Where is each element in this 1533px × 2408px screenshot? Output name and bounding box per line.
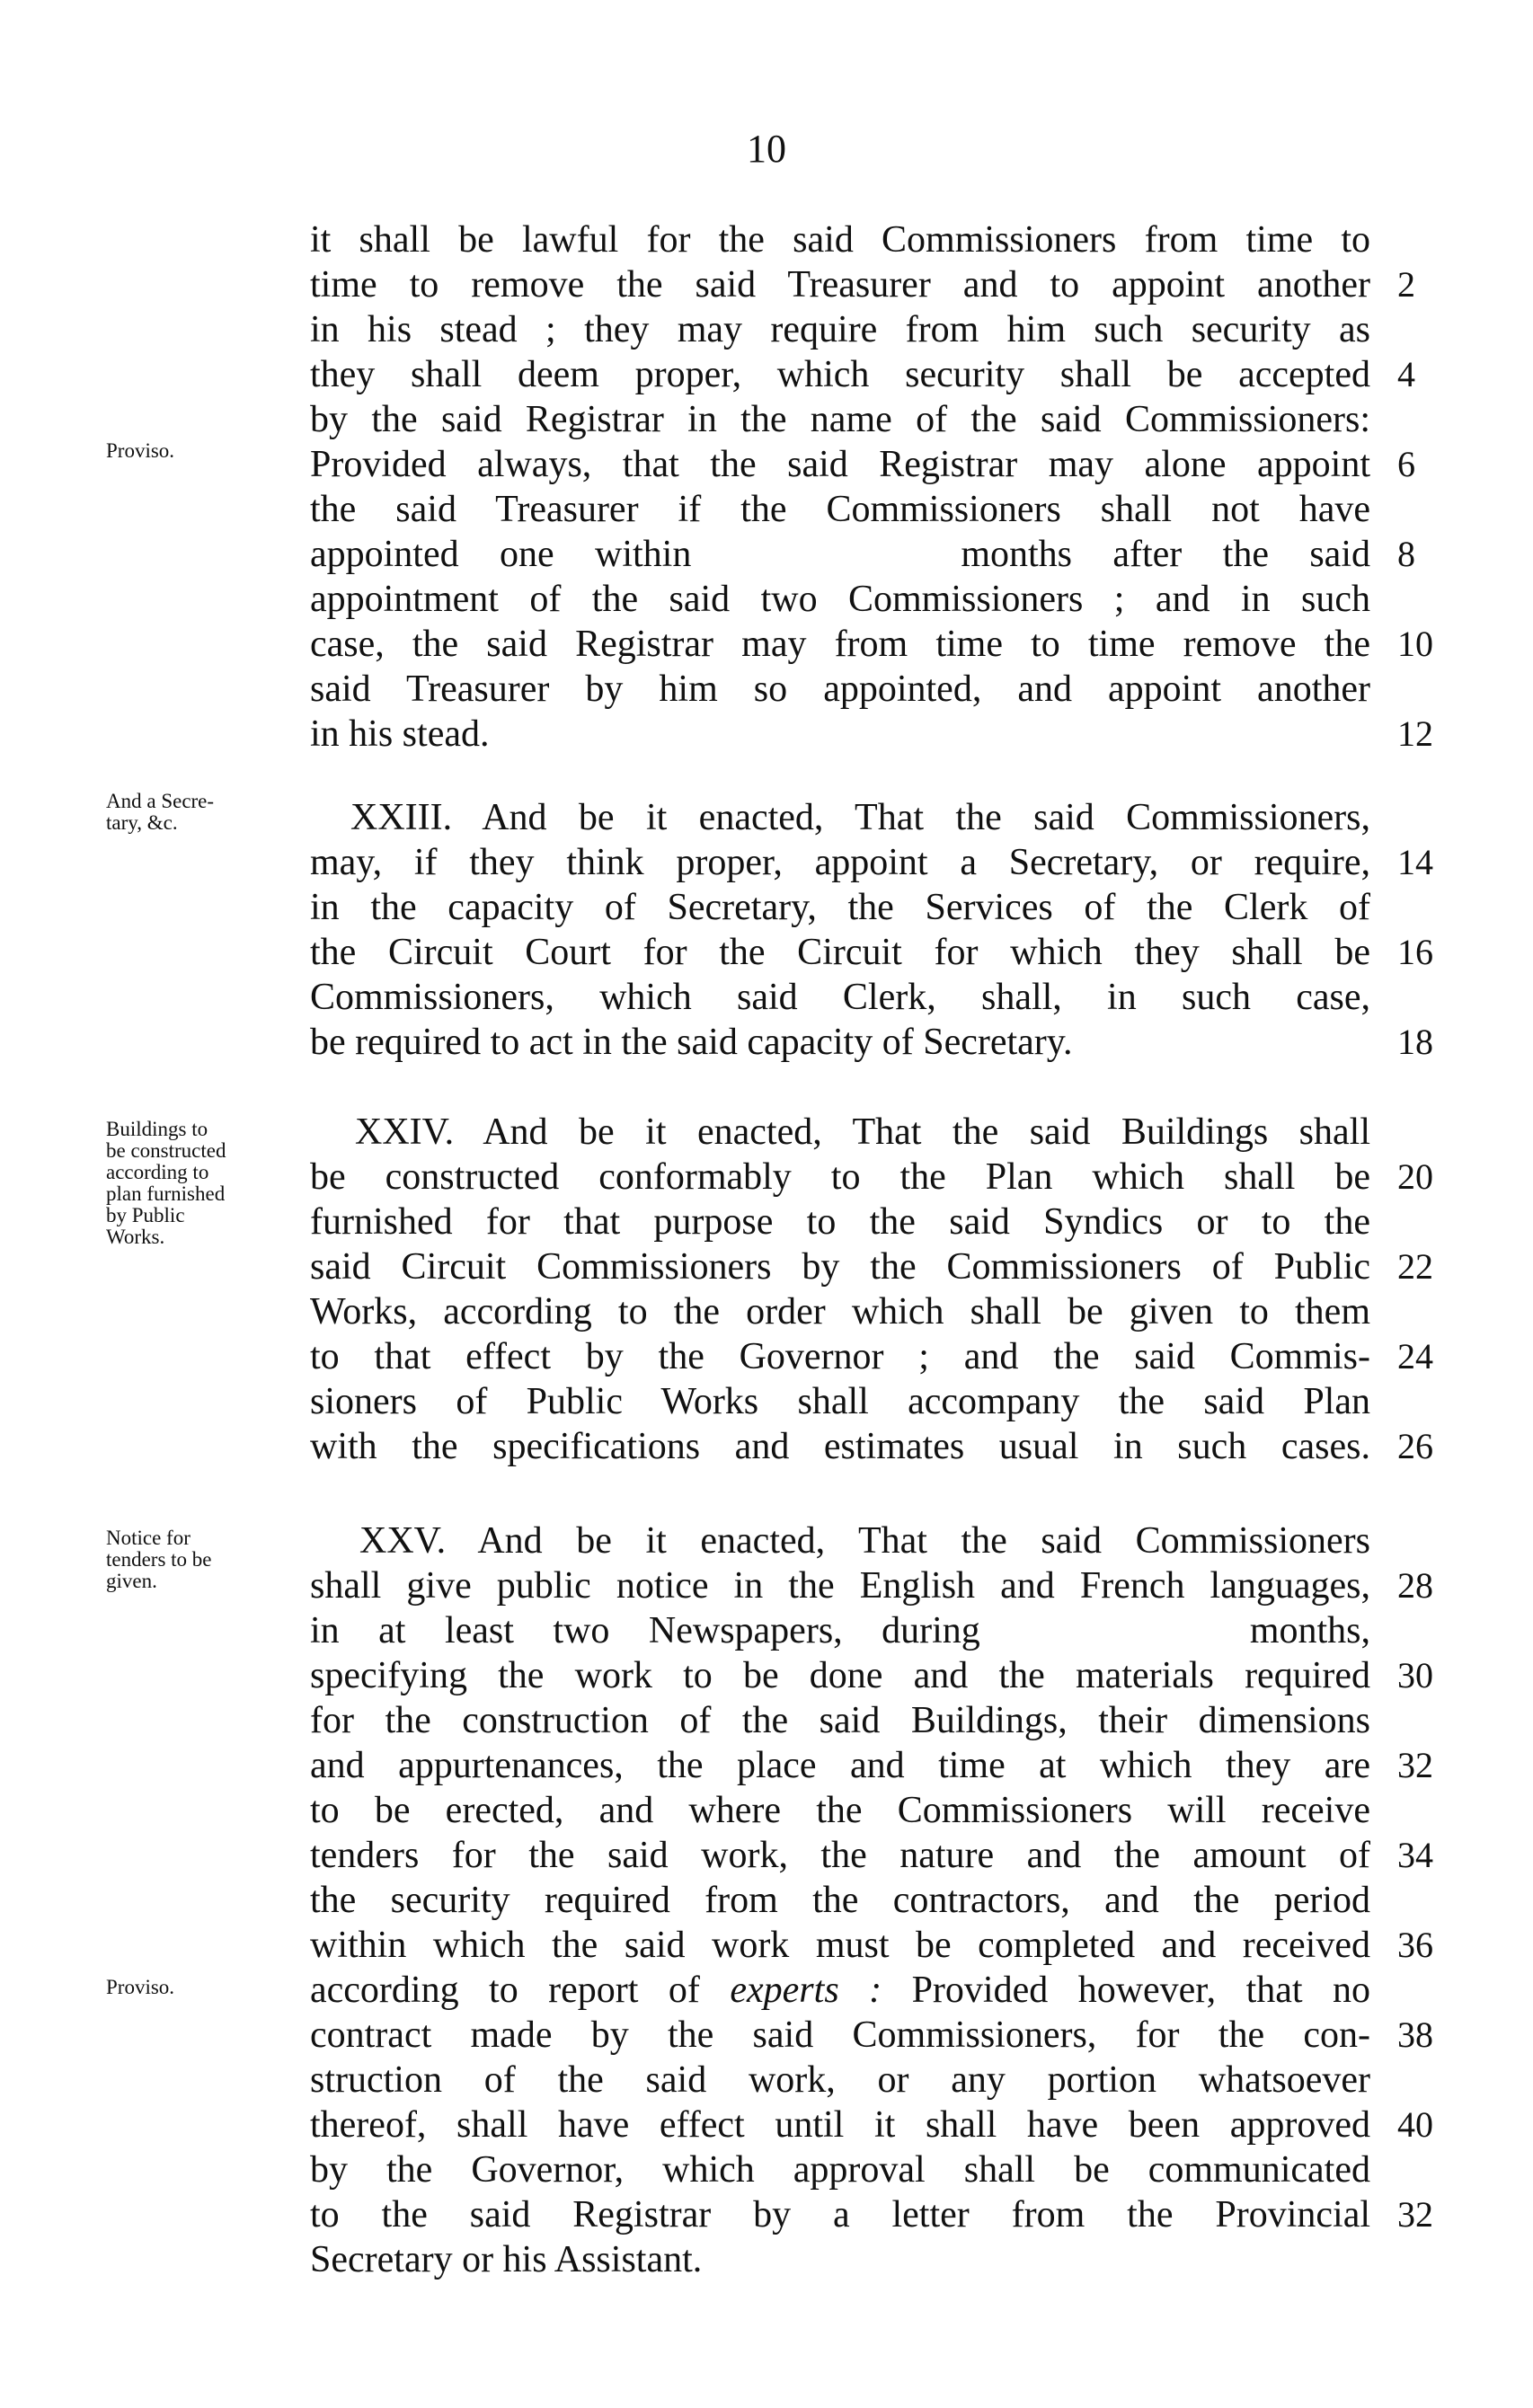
line-number: 18: [1397, 1022, 1433, 1062]
text-line: and appurtenances, the place and time at which they are: [310, 1745, 1370, 1786]
line-number: 24: [1397, 1336, 1433, 1377]
line-number: 40: [1397, 2104, 1433, 2145]
text-line: they shall deem proper, which security shall be accepted: [310, 354, 1370, 395]
text-line: said Circuit Commissioners by the Commissioners of Public: [310, 1246, 1370, 1288]
line-number: 26: [1397, 1426, 1433, 1466]
text-segment: months,: [1249, 1610, 1370, 1651]
section-xxv-heading: XXV. And be it enacted, That the said Commissioners: [359, 1520, 1370, 1562]
text-line: may, if they think proper, appoint a Secretary, or require,: [310, 842, 1370, 883]
line-number: 36: [1397, 1925, 1433, 1965]
text-line: in the capacity of Secretary, the Services of the Clerk of: [310, 887, 1370, 928]
text-line: the Circuit Court for the Circuit for which they shall be: [310, 932, 1370, 973]
text-line: appointment of the said two Commissioners ; and in such: [310, 579, 1370, 620]
line-number: 20: [1397, 1156, 1433, 1197]
section-xxiii-heading: XXIII. And be it enacted, That the said Commissioners,: [350, 797, 1370, 838]
text-line: within which the said work must be completed and received: [310, 1925, 1370, 1966]
text-line: be required to act in the said capacity of Secretary.: [310, 1022, 1073, 1063]
text-line: the said Treasurer if the Commissioners shall not have: [310, 489, 1370, 530]
line-number: 16: [1397, 932, 1433, 972]
margin-note-proviso: Proviso.: [106, 439, 175, 462]
italic-term: experts :: [730, 1970, 882, 2011]
text-line: to the said Registrar by a letter from the Provincial: [310, 2194, 1370, 2235]
text-line: Commissioners, which said Clerk, shall, in such case,: [310, 977, 1370, 1018]
margin-note-buildings: Buildings to be constructed according to plan furnished by Public Works.: [106, 1118, 226, 1248]
line-number: 34: [1397, 1835, 1433, 1875]
text-line: by the said Registrar in the name of the said Commissioners:: [310, 399, 1370, 440]
text-line: contract made by the said Commissioners, for the con-: [310, 2014, 1370, 2056]
text-line: the security required from the contractors, and the period: [310, 1880, 1370, 1921]
text-line: struction of the said work, or any portion whatsoever: [310, 2059, 1370, 2101]
text-line: thereof, shall have effect until it shall have been approved: [310, 2104, 1370, 2146]
text-line: in his stead.: [310, 713, 490, 755]
text-line-with-gap: [310, 532, 1370, 577]
line-number: 22: [1397, 1246, 1433, 1287]
line-number: 38: [1397, 2014, 1433, 2055]
line-number: 2: [1397, 264, 1415, 305]
line-number: 10: [1397, 624, 1433, 664]
text-line: time to remove the said Treasurer and to appoint another: [310, 264, 1370, 305]
text-line: sioners of Public Works shall accompany the said Plan: [310, 1381, 1370, 1422]
text-segment: Provided however, that no: [911, 1970, 1371, 2011]
text-line: Works, according to the order which shall be given to them: [310, 1291, 1370, 1332]
text-line: shall give public notice in the English and French languages,: [310, 1565, 1370, 1607]
line-number: 4: [1397, 354, 1415, 394]
text-segment: according to report of: [310, 1970, 700, 2011]
text-line: Secretary or his Assistant.: [310, 2239, 703, 2280]
text-line: to be erected, and where the Commissioners will receive: [310, 1790, 1370, 1831]
text-line: in his stead ; they may require from him such security as: [310, 309, 1370, 350]
text-segment: appointed one within: [310, 534, 692, 575]
line-number: 6: [1397, 444, 1415, 484]
text-line: be constructed conformably to the Plan which shall be: [310, 1156, 1370, 1198]
text-line: case, the said Registrar may from time to time remove the: [310, 624, 1370, 665]
line-number: 32: [1397, 1745, 1433, 1785]
page-number: 10: [747, 127, 786, 171]
margin-note-tenders: Notice for tenders to be given.: [106, 1527, 212, 1592]
line-number: 28: [1397, 1565, 1433, 1606]
text-segment: months after the said: [961, 534, 1370, 575]
text-line: with the specifications and estimates usual in such cases.: [310, 1426, 1370, 1467]
line-number: 8: [1397, 534, 1415, 574]
text-line-with-gap: [310, 1608, 1370, 1653]
margin-note-secretary: And a Secre- tary, &c.: [106, 790, 215, 834]
line-number: 32: [1397, 2194, 1433, 2235]
text-line: said Treasurer by him so appointed, and appoint another: [310, 668, 1370, 710]
text-line: tenders for the said work, the nature and the amount of: [310, 1835, 1370, 1876]
text-line: to that effect by the Governor ; and the said Commis-: [310, 1336, 1370, 1377]
text-line: furnished for that purpose to the said Syndics or to the: [310, 1201, 1370, 1243]
text-line: specifying the work to be done and the materials required: [310, 1655, 1370, 1696]
line-number: 12: [1397, 713, 1433, 754]
section-xxiv-heading: XXIV. And be it enacted, That the said Buildings shall: [355, 1111, 1370, 1153]
line-number: 14: [1397, 842, 1433, 882]
line-number: 30: [1397, 1655, 1433, 1695]
text-line: for the construction of the said Buildings, their dimensions: [310, 1700, 1370, 1741]
text-line: it shall be lawful for the said Commissioners from time to: [310, 219, 1370, 261]
text-line: Provided always, that the said Registrar may alone appoint: [310, 444, 1370, 485]
text-line: by the Governor, which approval shall be communicated: [310, 2149, 1370, 2191]
text-line-with-italic: [310, 1968, 1370, 2013]
text-segment: in at least two Newspapers, during: [310, 1610, 980, 1651]
margin-note-proviso-2: Proviso.: [106, 1976, 175, 1998]
